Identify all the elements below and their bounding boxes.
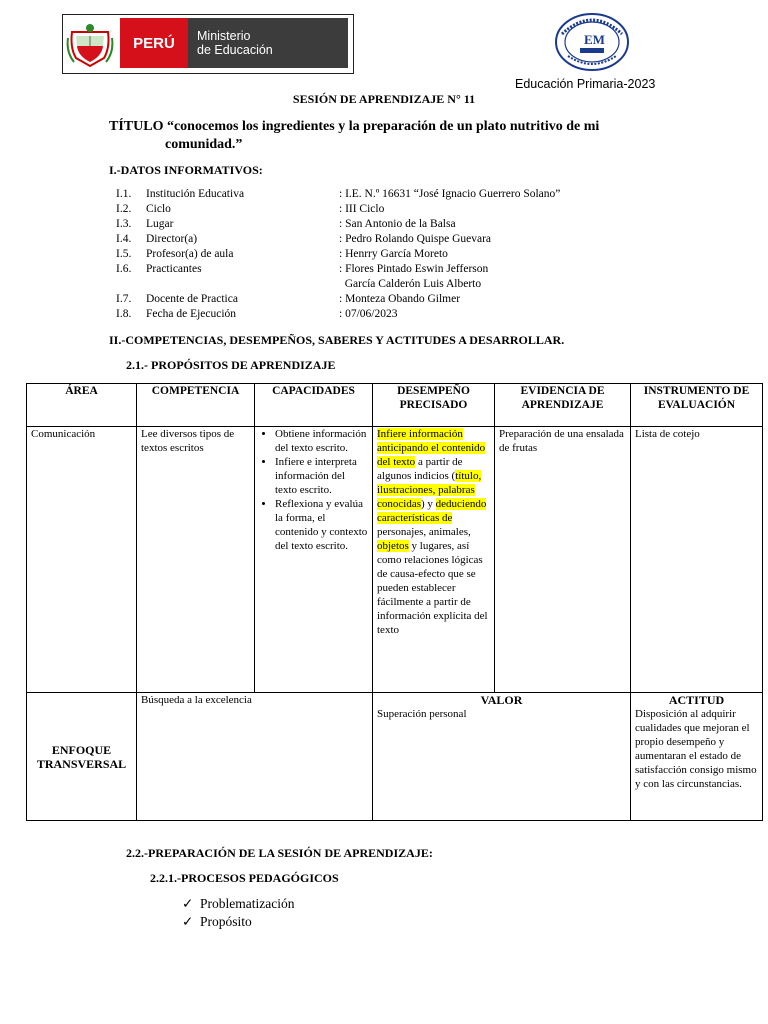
enfoque-label: ENFOQUE TRANSVERSAL (27, 693, 137, 821)
datos-value: : I.E. N.º 16631 “José Ignacio Guerrero Solano” (339, 188, 561, 200)
capacidad-item: • Infiere e interpreta información del texto escrito. (275, 455, 368, 497)
datos-row (116, 217, 560, 232)
datos-key: Fecha de Ejecución (146, 308, 237, 320)
datos-key (146, 277, 339, 292)
datos-row (116, 202, 560, 217)
datos-value: : Flores Pintado Eswin Jefferson (339, 263, 489, 275)
header-evidencia: EVIDENCIA DE APRENDIZAJE (495, 384, 631, 427)
datos-value: : Henrry García Moreto (339, 248, 448, 260)
lesson-title-line1: TÍTULO “conocemos los ingredientes y la preparación de un plato nutritivo de mi (109, 119, 600, 134)
table-header-row (27, 384, 763, 427)
capacidad-item: • Reflexiona y evalúa la forma, el contenido y contexto del texto escrito. (275, 497, 368, 553)
cell-desempeno (373, 427, 495, 693)
header-competencia: COMPETENCIA (137, 384, 255, 427)
cell-capacidades (255, 427, 373, 693)
header-capacidades: CAPACIDADES (255, 384, 373, 427)
valor-header: VALOR (480, 693, 523, 707)
highlighted-text: objetos (377, 540, 409, 552)
datos-key: Practicantes (146, 263, 202, 275)
datos-value: : Monteza Obando Gilmer (339, 293, 461, 305)
cell-evidencia: Preparación de una ensalada de frutas (495, 427, 631, 693)
datos-value: : Pedro Rolando Quispe Guevara (339, 233, 492, 245)
datos-row (116, 262, 560, 277)
highlighted-text: deduciendo características de (377, 498, 487, 524)
capacidad-item: • Obtiene información del texto escrito. (275, 427, 368, 455)
enfoque-value: Búsqueda a la excelencia (137, 693, 373, 821)
capacidades-list (259, 427, 368, 553)
actitud-cell (631, 693, 763, 821)
datos-num: I.5. (116, 248, 132, 260)
peru-label: PERÚ (120, 18, 188, 68)
datos-num: I.4. (116, 233, 132, 245)
datos-key: Director(a) (146, 233, 198, 245)
highlighted-text: título, ilustraciones, palabras conocidas (377, 470, 482, 510)
checklist-item (182, 896, 294, 912)
datos-row (116, 232, 560, 247)
cell-instrumento: Lista de cotejo (631, 427, 763, 693)
cell-area: Comunicación (27, 427, 137, 693)
header-instrumento: INSTRUMENTO DE EVALUACIÓN (631, 384, 763, 427)
datos-value: : III Ciclo (339, 203, 385, 215)
school-seal-icon (554, 12, 630, 72)
datos-key: Ciclo (146, 203, 171, 215)
lesson-title (109, 118, 669, 154)
actitud-header: ACTITUD (668, 693, 725, 707)
datos-num (116, 277, 146, 292)
datos-value: : 07/06/2023 (339, 308, 398, 320)
datos-key: Docente de Practica (146, 293, 238, 305)
datos-row (116, 292, 560, 307)
header-area: ÁREA (27, 384, 137, 427)
session-title: SESIÓN DE APRENDIZAJE N° 11 (292, 92, 476, 106)
header-desempeno: DESEMPEÑO PRECISADO (373, 384, 495, 427)
table-row (27, 427, 763, 693)
datos-row (116, 277, 560, 292)
datos-value: : San Antonio de la Balsa (339, 218, 456, 230)
peru-coat-of-arms-icon (66, 18, 114, 68)
valor-value: Superación personal (377, 708, 467, 720)
ministerio-label (188, 18, 348, 68)
valor-cell (373, 693, 631, 821)
preparacion-heading: 2.2.-PREPARACIÓN DE LA SESIÓN DE APRENDIZAJE: (126, 846, 433, 860)
checkmark-icon: ✓ (182, 896, 194, 911)
checkmark-icon: ✓ (182, 914, 194, 929)
highlighted-text: Infiere información anticipando el contenido del texto (377, 428, 486, 468)
datos-value: García Calderón Luis Alberto (339, 278, 482, 290)
datos-num: I.8. (116, 308, 132, 320)
datos-num: I.6. (116, 263, 132, 275)
datos-key: Profesor(a) de aula (146, 248, 234, 260)
datos-num: I.3. (116, 218, 132, 230)
procesos-heading: 2.2.1.-PROCESOS PEDAGÓGICOS (150, 871, 339, 885)
datos-num: I.7. (116, 293, 132, 305)
cell-competencia: Lee diversos tipos de textos escritos (137, 427, 255, 693)
competencias-heading: II.-COMPETENCIAS, DESEMPEÑOS, SABERES Y ACTITUDES A DESARROLLAR. (109, 333, 565, 347)
datos-row (116, 307, 560, 322)
propositos-heading: 2.1.- PROPÓSITOS DE APRENDIZAJE (126, 358, 336, 372)
datos-row (116, 187, 560, 202)
datos-heading: I.-DATOS INFORMATIVOS: (109, 163, 263, 177)
checklist-label: Problematización (200, 896, 295, 911)
datos-key: Lugar (146, 218, 174, 230)
education-level: Educación Primaria-2023 (515, 77, 656, 91)
ministerio-line1: Ministerio (197, 29, 251, 43)
enfoque-row (27, 693, 763, 821)
checklist-item (182, 914, 252, 930)
seal-center-text: EM (584, 32, 605, 47)
datos-row (116, 247, 560, 262)
desempeno-text: ) y (420, 498, 436, 510)
datos-list (116, 187, 560, 322)
datos-key: Institución Educativa (146, 188, 245, 200)
lesson-title-line2: comunidad.” (165, 137, 243, 152)
desempeno-text: a partir de algunos indicios ( (377, 456, 463, 482)
actitud-value: Disposición al adquirir cualidades que mejoran el propio desempeño y aumentaran el estado de satisfacción consigo mismo y con las circunstancias. (635, 708, 757, 790)
desempeno-text: y lugares, así como relaciones lógicas de causa-efecto que se pueden establecer fácilmente a partir de información explícita del texto (377, 540, 488, 636)
propositos-table (26, 383, 763, 821)
desempeno-text: personajes, animales, (377, 526, 471, 538)
datos-num: I.2. (116, 203, 132, 215)
checklist-label: Propósito (200, 914, 252, 929)
ministerio-line2: de Educación (197, 43, 273, 57)
datos-num: I.1. (116, 188, 132, 200)
